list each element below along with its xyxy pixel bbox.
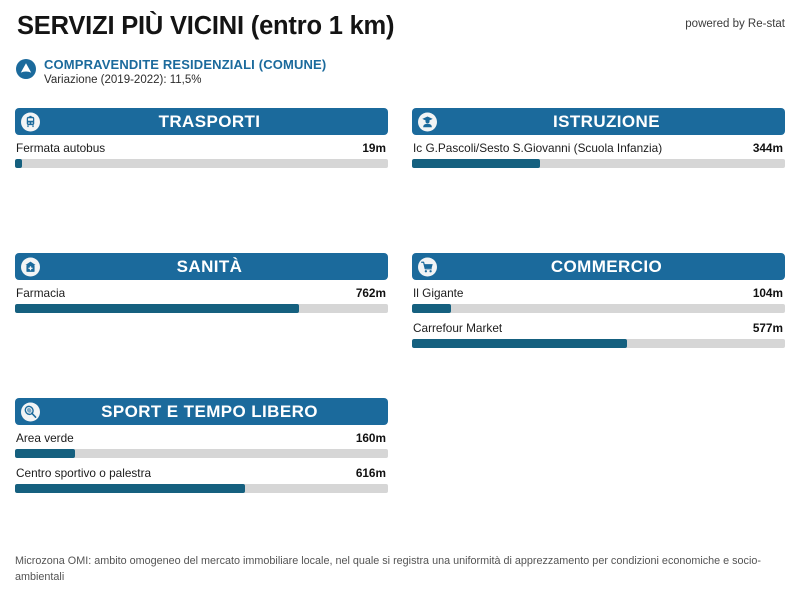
service-row (412, 286, 785, 313)
service-row (412, 141, 785, 168)
category-header-trasporti (15, 108, 388, 135)
category-title: SPORT E TEMPO LIBERO (101, 401, 318, 421)
category-card-sport-tempo-libero (15, 398, 388, 501)
service-name: Ic G.Pascoli/Sesto S.Giovanni (Scuola Infanzia) (413, 141, 663, 155)
service-line (412, 141, 785, 155)
distance-bar-track (15, 304, 388, 313)
category-title: ISTRUZIONE (553, 111, 660, 131)
category-card-sanita (15, 253, 388, 321)
service-list (15, 141, 388, 168)
service-row (15, 431, 388, 458)
distance-bar-track (412, 159, 785, 168)
footer-divider (15, 548, 785, 549)
indicator-block (15, 57, 326, 88)
distance-bar-fill (15, 449, 75, 458)
page-title: SERVIZI PIÙ VICINI (entro 1 km) (17, 12, 395, 40)
service-name: Carrefour Market (413, 321, 503, 335)
service-row (15, 286, 388, 313)
service-name: Fermata autobus (16, 141, 106, 155)
distance-bar-track (15, 159, 388, 168)
service-distance: 344m (752, 141, 783, 155)
category-title: TRASPORTI (158, 111, 261, 131)
service-name: Farmacia (16, 286, 66, 300)
distance-bar-track (412, 339, 785, 348)
service-name: Il Gigante (413, 286, 464, 300)
indicator-subtitle: Variazione (2019-2022): 11,5% (44, 74, 202, 86)
service-distance: 577m (752, 321, 783, 335)
distance-bar-fill (412, 159, 540, 168)
category-header-commercio (412, 253, 785, 280)
distance-bar-fill (412, 304, 451, 313)
category-header-sport-tempo-libero (15, 398, 388, 425)
service-distance: 616m (355, 466, 386, 480)
category-header-istruzione (412, 108, 785, 135)
service-row (412, 321, 785, 348)
service-row (15, 141, 388, 168)
service-line (15, 431, 388, 445)
student-icon (418, 112, 437, 131)
tennis-racket-icon (21, 402, 40, 421)
service-list (412, 141, 785, 168)
service-name: Centro sportivo o palestra (16, 466, 152, 480)
hospital-icon (21, 257, 40, 276)
service-list (412, 286, 785, 348)
service-line (412, 286, 785, 300)
category-card-istruzione (412, 108, 785, 176)
service-line (15, 141, 388, 155)
indicator-title: COMPRAVENDITE RESIDENZIALI (COMUNE) (44, 57, 327, 72)
powered-by-label: powered by Re-stat (685, 18, 785, 30)
category-title: COMMERCIO (550, 256, 663, 276)
category-header-sanita (15, 253, 388, 280)
distance-bar-fill (412, 339, 627, 348)
category-card-trasporti (15, 108, 388, 176)
category-title: SANITÀ (176, 256, 243, 276)
distance-bar-fill (15, 484, 245, 493)
distance-bar-track (15, 449, 388, 458)
service-distance: 104m (752, 286, 783, 300)
bus-icon (21, 112, 40, 131)
service-distance: 160m (355, 431, 386, 445)
service-row (15, 466, 388, 493)
distance-bar-track (412, 304, 785, 313)
service-line (15, 286, 388, 300)
service-line (412, 321, 785, 335)
triangle-up-circle-icon (15, 58, 37, 80)
service-distance: 19m (362, 141, 386, 155)
service-name: Area verde (16, 431, 74, 445)
service-distance: 762m (355, 286, 386, 300)
indicator-text (44, 57, 326, 88)
category-card-commercio (412, 253, 785, 356)
service-list (15, 286, 388, 313)
footer-note: Microzona OMI: ambito omogeneo del mercato immobiliare locale, nel quale si registra una uniformità di apprezzamento per condizioni economiche e socio-ambientali (15, 555, 761, 583)
shopping-cart-icon (418, 257, 437, 276)
service-list (15, 431, 388, 493)
distance-bar-track (15, 484, 388, 493)
distance-bar-fill (15, 159, 22, 168)
distance-bar-fill (15, 304, 299, 313)
service-line (15, 466, 388, 480)
